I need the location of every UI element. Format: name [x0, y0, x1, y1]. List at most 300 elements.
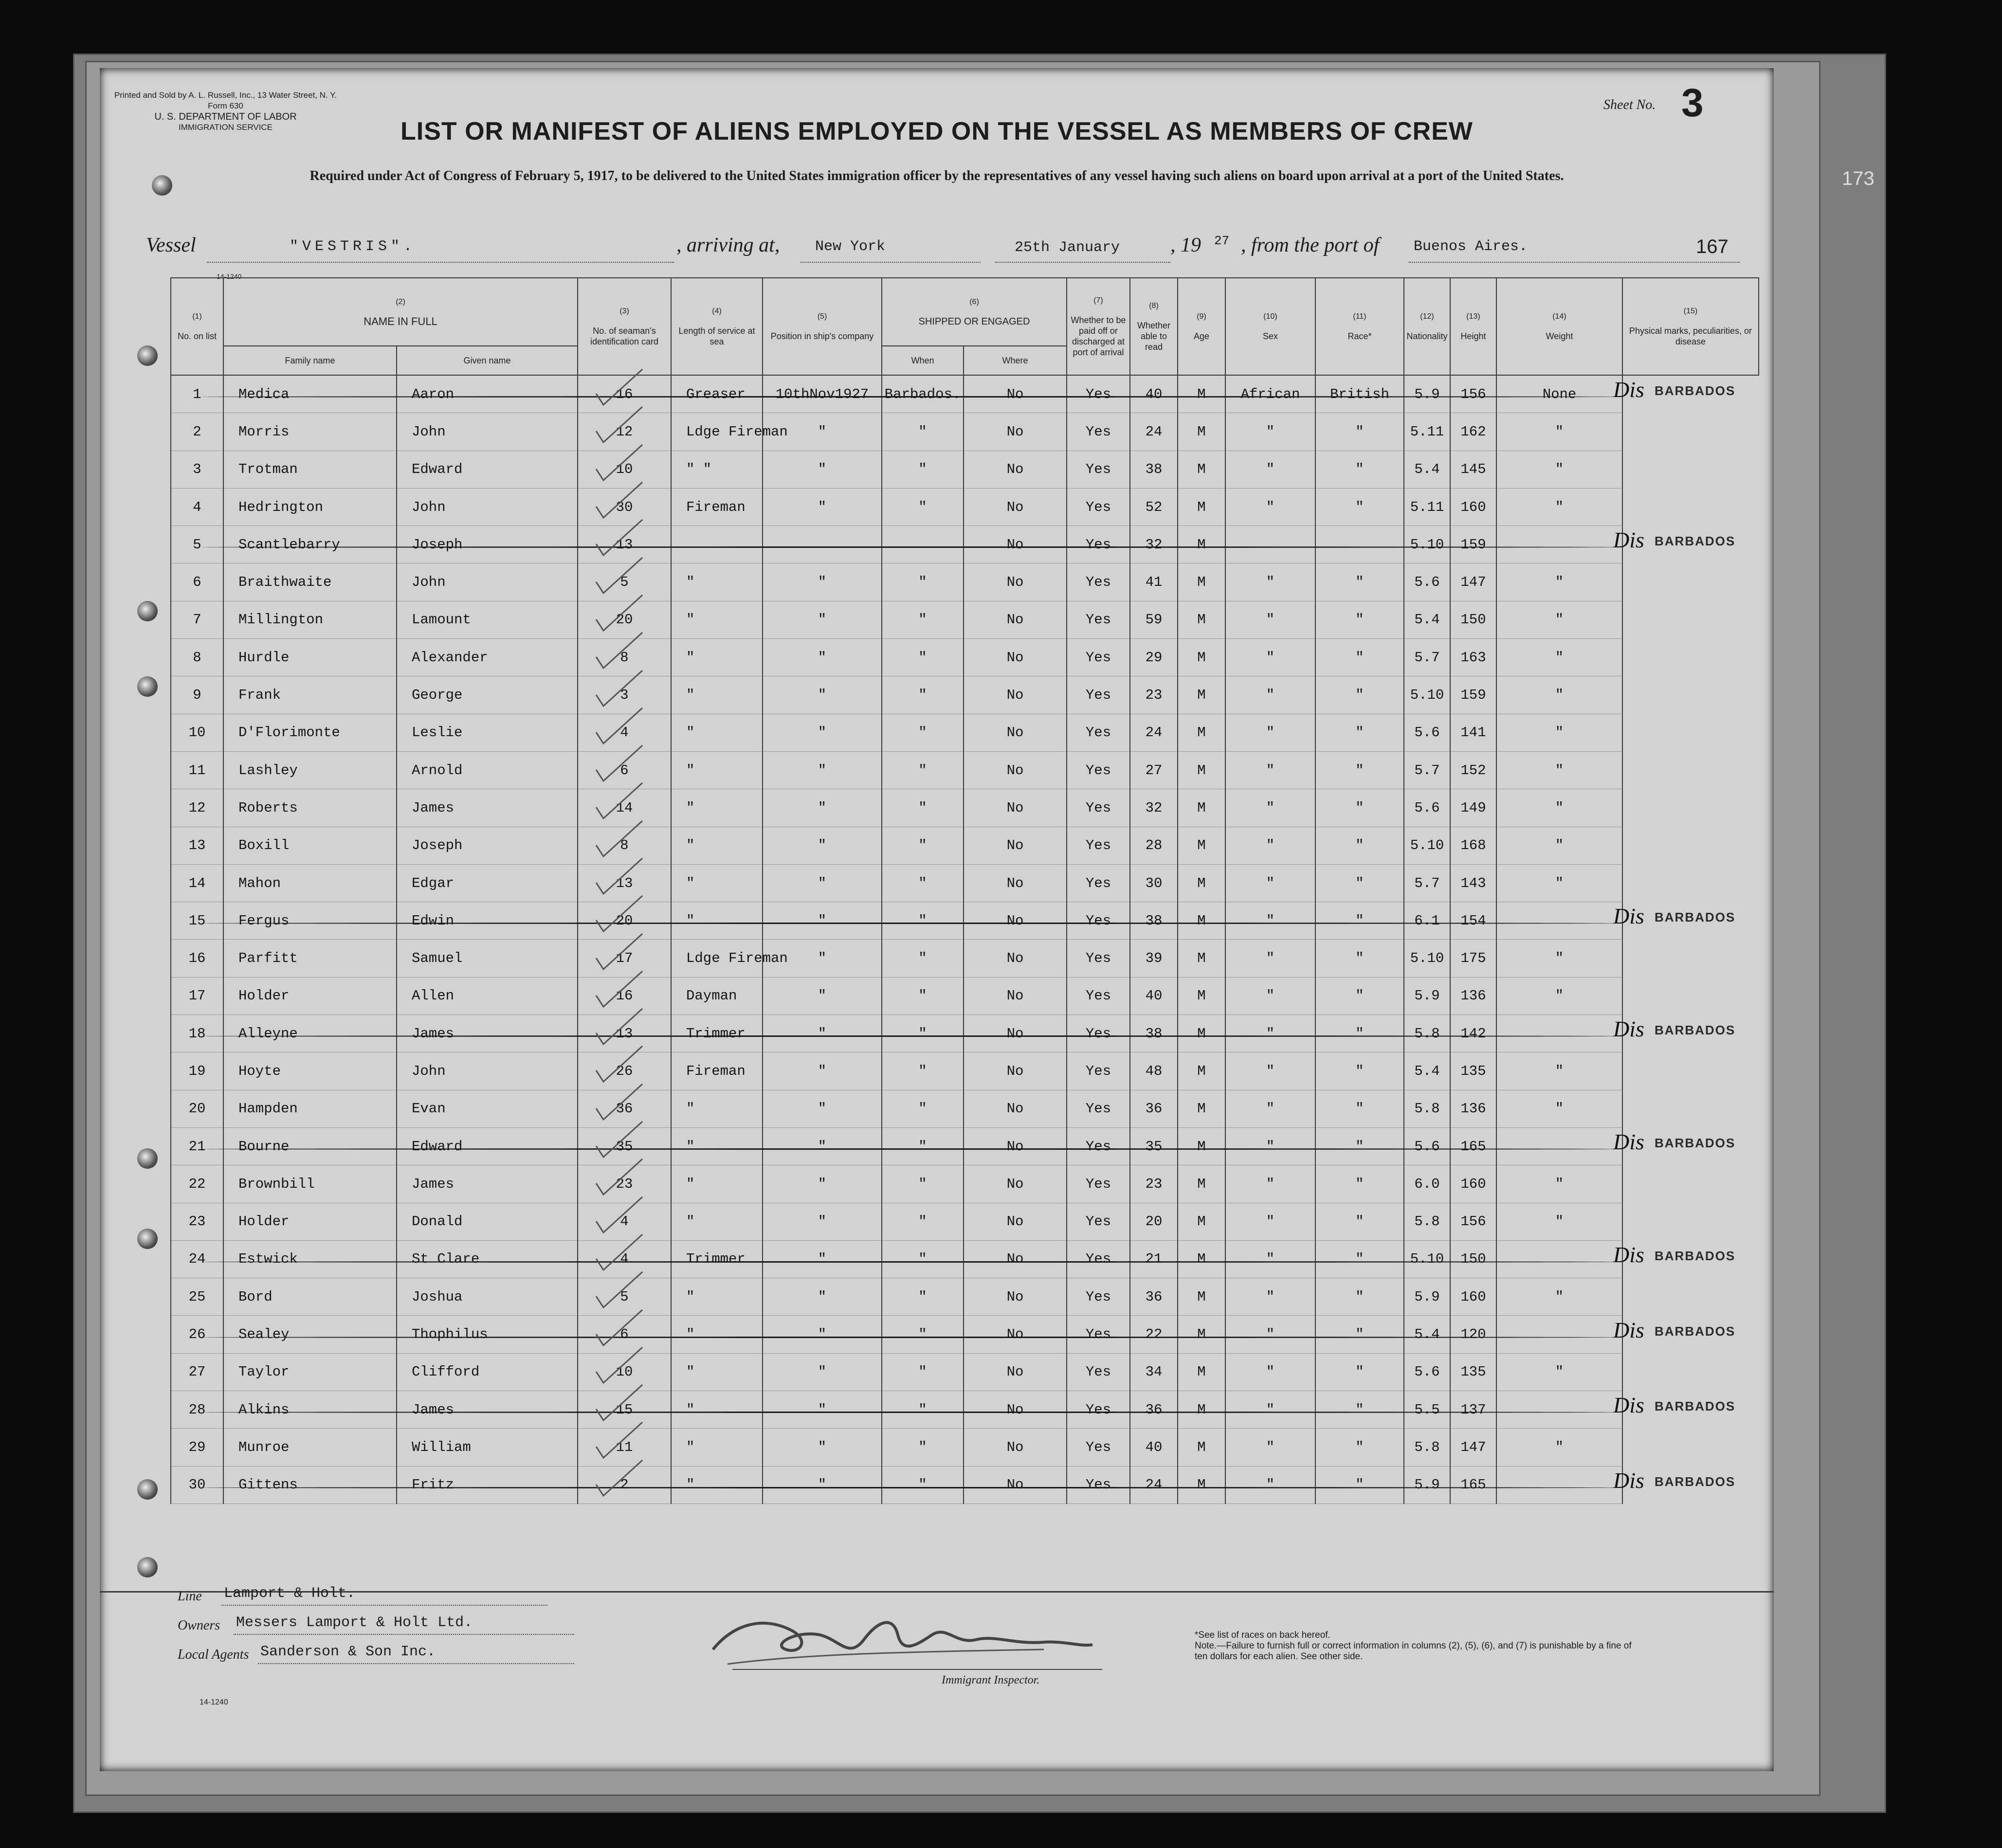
- position-cell: ": [671, 1165, 763, 1203]
- shipped-when-cell: ": [763, 864, 882, 902]
- paid-off-cell: No: [964, 601, 1067, 638]
- row-number-cell: 14: [171, 864, 223, 902]
- nationality-cell: ": [1315, 1015, 1404, 1052]
- weight-cell: 160: [1450, 1165, 1496, 1203]
- crew-table: [170, 277, 1759, 1504]
- race-cell: ": [1225, 676, 1315, 714]
- able-to-read-cell: Yes: [1067, 639, 1130, 676]
- table-row: [171, 1015, 1759, 1052]
- table-row: [171, 488, 1759, 525]
- barbados-stamp: BARBADOS: [1655, 1023, 1736, 1038]
- dis-annotation: Dis: [1613, 377, 1644, 402]
- row-number-cell: 2: [171, 413, 223, 451]
- table-row: [171, 789, 1759, 827]
- family-name-cell: Brownbill: [223, 1165, 397, 1203]
- able-to-read-cell: Yes: [1067, 827, 1130, 864]
- sex-cell: M: [1178, 1240, 1225, 1278]
- family-name-cell: Millington: [223, 601, 397, 638]
- table-row: [171, 864, 1759, 902]
- row-number-cell: 18: [171, 1015, 223, 1052]
- service-name: IMMIGRATION SERVICE: [179, 123, 273, 132]
- sex-cell: M: [1178, 375, 1225, 413]
- row-number-cell: 7: [171, 601, 223, 638]
- nationality-cell: ": [1315, 1353, 1404, 1391]
- row-number-cell: 19: [171, 1052, 223, 1090]
- race-cell: ": [1225, 827, 1315, 864]
- given-name-cell: Allen: [397, 977, 578, 1015]
- printer-line: Printed and Sold by A. L. Russell, Inc., 13 Water Street, N. Y.: [114, 91, 337, 100]
- physical-marks-cell: ": [1496, 827, 1622, 864]
- weight-cell: 150: [1450, 1240, 1496, 1278]
- strike-through-line: [202, 396, 1623, 398]
- able-to-read-cell: Yes: [1067, 1316, 1130, 1353]
- table-row: [171, 375, 1759, 413]
- paid-off-cell: No: [964, 413, 1067, 451]
- physical-marks-cell: ": [1496, 1052, 1622, 1090]
- height-cell: 5.5: [1404, 1391, 1450, 1429]
- manifest-page: [100, 68, 1875, 1771]
- age-cell: 24: [1130, 413, 1178, 451]
- physical-marks-cell: [1496, 1127, 1622, 1165]
- able-to-read-cell: Yes: [1067, 1240, 1130, 1278]
- paid-off-cell: No: [964, 1165, 1067, 1203]
- family-name-cell: Parfitt: [223, 940, 397, 977]
- given-name-cell: James: [397, 1015, 578, 1052]
- shipped-when-cell: ": [763, 451, 882, 488]
- table-row: [171, 1353, 1759, 1391]
- height-cell: 5.9: [1404, 375, 1450, 413]
- position-cell: ": [671, 751, 763, 789]
- race-cell: ": [1225, 977, 1315, 1015]
- table-row: [171, 601, 1759, 638]
- physical-marks-cell: ": [1496, 1090, 1622, 1127]
- binder-hole: [137, 345, 158, 366]
- shipped-when-cell: ": [763, 977, 882, 1015]
- age-cell: 38: [1130, 451, 1178, 488]
- check-mark-icon: [591, 1458, 650, 1502]
- row-number-cell: 28: [171, 1391, 223, 1429]
- physical-marks-cell: ": [1496, 413, 1622, 451]
- position-cell: ": [671, 676, 763, 714]
- weight-cell: 175: [1450, 940, 1496, 977]
- age-cell: 23: [1130, 1165, 1178, 1203]
- binder-hole: [137, 1479, 158, 1500]
- paid-off-cell: No: [964, 1353, 1067, 1391]
- col-header-service: (4) Length of service at sea: [671, 278, 763, 375]
- shipped-where-cell: ": [882, 1052, 964, 1090]
- able-to-read-cell: Yes: [1067, 1052, 1130, 1090]
- position-cell: ": [671, 639, 763, 676]
- table-row: [171, 639, 1759, 676]
- secondary-number: 167: [1696, 236, 1729, 257]
- nationality-cell: ": [1315, 1090, 1404, 1127]
- family-name-cell: Sealey: [223, 1316, 397, 1353]
- row-number-cell: 5: [171, 526, 223, 563]
- barbados-stamp: BARBADOS: [1655, 1323, 1736, 1339]
- service-length-cell: 4: [578, 1240, 671, 1278]
- age-cell: 52: [1130, 488, 1178, 525]
- table-row: [171, 1316, 1759, 1353]
- crew-table-body: [171, 375, 1759, 1504]
- race-cell: African: [1225, 375, 1315, 413]
- able-to-read-cell: Yes: [1067, 1429, 1130, 1466]
- given-name-cell: John: [397, 488, 578, 525]
- race-cell: [1225, 526, 1315, 563]
- position-cell: ": [671, 601, 763, 638]
- paid-off-cell: No: [964, 751, 1067, 789]
- nationality-cell: ": [1315, 864, 1404, 902]
- sex-cell: M: [1178, 1429, 1225, 1466]
- shipped-when-cell: ": [763, 563, 882, 601]
- arriving-label: , arriving at,: [676, 234, 780, 256]
- service-length-cell: 14: [578, 789, 671, 827]
- race-cell: ": [1225, 563, 1315, 601]
- physical-marks-cell: ": [1496, 601, 1622, 638]
- nationality-cell: ": [1315, 488, 1404, 525]
- able-to-read-cell: Yes: [1067, 1090, 1130, 1127]
- barbados-stamp: BARBADOS: [1655, 1248, 1736, 1263]
- position-cell: ": [671, 789, 763, 827]
- position-cell: [671, 526, 763, 563]
- given-name-cell: Samuel: [397, 940, 578, 977]
- arrival-port: New York: [815, 238, 886, 255]
- race-cell: ": [1225, 1316, 1315, 1353]
- nationality-cell: ": [1315, 902, 1404, 940]
- height-cell: 5.7: [1404, 639, 1450, 676]
- shipped-when-cell: ": [763, 1316, 882, 1353]
- age-cell: 21: [1130, 1240, 1178, 1278]
- weight-cell: 160: [1450, 1278, 1496, 1316]
- family-name-cell: Morris: [223, 413, 397, 451]
- paid-off-cell: No: [964, 1316, 1067, 1353]
- position-cell: Trimmer: [671, 1240, 763, 1278]
- shipped-where-cell: ": [882, 751, 964, 789]
- nationality-cell: ": [1315, 413, 1404, 451]
- able-to-read-cell: Yes: [1067, 1353, 1130, 1391]
- family-name-cell: Scantlebarry: [223, 526, 397, 563]
- binder-hole: [137, 1229, 158, 1249]
- able-to-read-cell: Yes: [1067, 940, 1130, 977]
- shipped-when-cell: ": [763, 1353, 882, 1391]
- height-cell: 5.4: [1404, 1052, 1450, 1090]
- barbados-stamp: BARBADOS: [1655, 910, 1736, 925]
- table-row: [171, 1391, 1759, 1429]
- service-length-cell: 10: [578, 451, 671, 488]
- physical-marks-cell: ": [1496, 1203, 1622, 1240]
- shipped-where-cell: ": [882, 488, 964, 525]
- race-cell: ": [1225, 601, 1315, 638]
- shipped-where-cell: ": [882, 601, 964, 638]
- physical-marks-cell: ": [1496, 1278, 1622, 1316]
- able-to-read-cell: Yes: [1067, 488, 1130, 525]
- service-length-cell: 16: [578, 977, 671, 1015]
- sex-cell: M: [1178, 1015, 1225, 1052]
- height-cell: 6.0: [1404, 1165, 1450, 1203]
- shipped-where-cell: ": [882, 1165, 964, 1203]
- position-cell: ": [671, 1466, 763, 1504]
- able-to-read-cell: Yes: [1067, 1278, 1130, 1316]
- race-cell: ": [1225, 714, 1315, 751]
- col-header-no: (1) No. on list: [171, 278, 223, 375]
- arrival-year: 27: [1214, 234, 1230, 248]
- age-cell: 41: [1130, 563, 1178, 601]
- position-cell: Ldge Fireman: [671, 940, 763, 977]
- weight-cell: 143: [1450, 864, 1496, 902]
- able-to-read-cell: Yes: [1067, 977, 1130, 1015]
- height-cell: 5.8: [1404, 1090, 1450, 1127]
- row-number-cell: 29: [171, 1429, 223, 1466]
- family-name-cell: Bord: [223, 1278, 397, 1316]
- row-number-cell: 10: [171, 714, 223, 751]
- form-number: Form 630: [208, 101, 243, 110]
- weight-cell: 145: [1450, 451, 1496, 488]
- weight-cell: 168: [1450, 827, 1496, 864]
- given-name-cell: Clifford: [397, 1353, 578, 1391]
- weight-cell: 147: [1450, 1429, 1496, 1466]
- weight-cell: 137: [1450, 1391, 1496, 1429]
- shipped-where-cell: ": [882, 676, 964, 714]
- shipped-where-cell: ": [882, 1278, 964, 1316]
- col-header-name: (2) NAME IN FULL: [223, 278, 578, 346]
- barbados-stamp: BARBADOS: [1655, 1399, 1736, 1414]
- shipped-when-cell: ": [763, 413, 882, 451]
- service-length-cell: 13: [578, 864, 671, 902]
- sheet-number-label: Sheet No.: [1603, 97, 1656, 112]
- shipped-where-cell: ": [882, 1127, 964, 1165]
- given-name-cell: Fritz: [397, 1466, 578, 1504]
- given-name-cell: John: [397, 1052, 578, 1090]
- row-number-cell: 24: [171, 1240, 223, 1278]
- vessel-label: Vessel: [146, 234, 196, 256]
- given-name-cell: St Clare: [397, 1240, 578, 1278]
- age-cell: 39: [1130, 940, 1178, 977]
- able-to-read-cell: Yes: [1067, 563, 1130, 601]
- race-cell: ": [1225, 1090, 1315, 1127]
- inspector-label: Immigrant Inspector.: [942, 1674, 1040, 1686]
- weight-cell: 159: [1450, 526, 1496, 563]
- shipped-where-cell: ": [882, 902, 964, 940]
- agents-label: Local Agents: [178, 1647, 249, 1662]
- age-cell: 34: [1130, 1353, 1178, 1391]
- service-length-cell: 5: [578, 563, 671, 601]
- age-cell: 59: [1130, 601, 1178, 638]
- shipped-when-cell: ": [763, 1015, 882, 1052]
- nationality-cell: ": [1315, 1391, 1404, 1429]
- able-to-read-cell: Yes: [1067, 1015, 1130, 1052]
- sex-cell: M: [1178, 902, 1225, 940]
- row-number-cell: 13: [171, 827, 223, 864]
- row-number-cell: 4: [171, 488, 223, 525]
- race-cell: ": [1225, 751, 1315, 789]
- position-cell: ": [671, 1203, 763, 1240]
- given-name-cell: John: [397, 413, 578, 451]
- shipped-when-cell: ": [763, 1391, 882, 1429]
- sex-cell: M: [1178, 1466, 1225, 1504]
- race-cell: ": [1225, 789, 1315, 827]
- age-cell: 24: [1130, 1466, 1178, 1504]
- sex-cell: M: [1178, 977, 1225, 1015]
- age-cell: 27: [1130, 751, 1178, 789]
- row-number-cell: 1: [171, 375, 223, 413]
- nationality-cell: ": [1315, 563, 1404, 601]
- height-cell: 5.10: [1404, 827, 1450, 864]
- row-number-cell: 30: [171, 1466, 223, 1504]
- able-to-read-cell: Yes: [1067, 902, 1130, 940]
- given-name-cell: Edward: [397, 1127, 578, 1165]
- dis-annotation: Dis: [1613, 1393, 1644, 1418]
- shipped-where-cell: ": [882, 563, 964, 601]
- nationality-cell: ": [1315, 676, 1404, 714]
- binder-hole: [137, 601, 158, 621]
- sex-cell: M: [1178, 1127, 1225, 1165]
- physical-marks-cell: [1496, 1466, 1622, 1504]
- able-to-read-cell: Yes: [1067, 451, 1130, 488]
- physical-marks-cell: ": [1496, 1353, 1622, 1391]
- sex-cell: M: [1178, 451, 1225, 488]
- service-length-cell: 6: [578, 1316, 671, 1353]
- binder-hole: [137, 1557, 158, 1577]
- shipped-when-cell: ": [763, 1127, 882, 1165]
- position-cell: ": [671, 1429, 763, 1466]
- nationality-cell: ": [1315, 639, 1404, 676]
- service-length-cell: 11: [578, 1429, 671, 1466]
- position-cell: ": [671, 902, 763, 940]
- race-cell: ": [1225, 902, 1315, 940]
- height-cell: 5.9: [1404, 977, 1450, 1015]
- col-header-race: (11) Race*: [1315, 278, 1404, 375]
- table-row: [171, 526, 1759, 563]
- vessel-name: "VESTRIS".: [290, 238, 417, 255]
- physical-marks-cell: ": [1496, 977, 1622, 1015]
- nationality-cell: ": [1315, 1278, 1404, 1316]
- table-row: [171, 1127, 1759, 1165]
- physical-marks-cell: ": [1496, 789, 1622, 827]
- given-name-cell: James: [397, 789, 578, 827]
- able-to-read-cell: Yes: [1067, 864, 1130, 902]
- height-cell: 5.11: [1404, 488, 1450, 525]
- races-note: *See list of races on back hereof.: [1195, 1630, 1330, 1640]
- shipped-when-cell: ": [763, 1240, 882, 1278]
- footer-form-code: 14-1240: [200, 1698, 228, 1706]
- table-row: [171, 902, 1759, 940]
- given-name-cell: Leslie: [397, 714, 578, 751]
- shipped-when-cell: ": [763, 1052, 882, 1090]
- line-value: Lamport & Holt.: [224, 1585, 356, 1602]
- shipped-when-cell: ": [763, 1278, 882, 1316]
- position-cell: Dayman: [671, 977, 763, 1015]
- race-cell: ": [1225, 1278, 1315, 1316]
- given-name-cell: James: [397, 1391, 578, 1429]
- family-name-cell: Munroe: [223, 1429, 397, 1466]
- shipped-where-cell: ": [882, 1203, 964, 1240]
- given-name-cell: Alexander: [397, 639, 578, 676]
- position-cell: ": [671, 1127, 763, 1165]
- given-name-cell: Lamount: [397, 601, 578, 638]
- page-number: 173: [1842, 168, 1875, 189]
- paid-off-cell: No: [964, 676, 1067, 714]
- paid-off-cell: No: [964, 1240, 1067, 1278]
- race-cell: ": [1225, 413, 1315, 451]
- family-name-cell: Hampden: [223, 1090, 397, 1127]
- height-cell: 5.7: [1404, 864, 1450, 902]
- service-length-cell: 20: [578, 902, 671, 940]
- family-name-cell: Alkins: [223, 1391, 397, 1429]
- physical-marks-cell: ": [1496, 488, 1622, 525]
- family-name-cell: Lashley: [223, 751, 397, 789]
- shipped-where-cell: ": [882, 977, 964, 1015]
- shipped-where-cell: ": [882, 451, 964, 488]
- height-cell: 5.10: [1404, 1240, 1450, 1278]
- given-name-cell: Joseph: [397, 526, 578, 563]
- weight-cell: 154: [1450, 902, 1496, 940]
- sex-cell: M: [1178, 1353, 1225, 1391]
- given-name-cell: Donald: [397, 1203, 578, 1240]
- table-row: [171, 977, 1759, 1015]
- paid-off-cell: No: [964, 1052, 1067, 1090]
- family-name-cell: Boxill: [223, 827, 397, 864]
- physical-marks-cell: [1496, 526, 1622, 563]
- paid-off-cell: No: [964, 375, 1067, 413]
- sex-cell: M: [1178, 751, 1225, 789]
- race-cell: ": [1225, 1466, 1315, 1504]
- sex-cell: M: [1178, 563, 1225, 601]
- row-number-cell: 22: [171, 1165, 223, 1203]
- age-cell: 35: [1130, 1127, 1178, 1165]
- row-number-cell: 11: [171, 751, 223, 789]
- shipped-when-cell: ": [763, 902, 882, 940]
- age-cell: 48: [1130, 1052, 1178, 1090]
- col-header-where: Where: [964, 346, 1067, 375]
- race-cell: ": [1225, 940, 1315, 977]
- paid-off-cell: No: [964, 1127, 1067, 1165]
- line-label: Line: [178, 1589, 202, 1604]
- family-name-cell: Roberts: [223, 789, 397, 827]
- able-to-read-cell: Yes: [1067, 375, 1130, 413]
- position-cell: ": [671, 827, 763, 864]
- paid-off-cell: No: [964, 526, 1067, 563]
- sex-cell: M: [1178, 601, 1225, 638]
- able-to-read-cell: Yes: [1067, 526, 1130, 563]
- sex-cell: M: [1178, 1090, 1225, 1127]
- physical-marks-cell: ": [1496, 1165, 1622, 1203]
- table-row: [171, 413, 1759, 451]
- shipped-when-cell: ": [763, 751, 882, 789]
- table-row: [171, 676, 1759, 714]
- service-length-cell: 8: [578, 827, 671, 864]
- shipped-when-cell: ": [763, 827, 882, 864]
- family-name-cell: Mahon: [223, 864, 397, 902]
- binder-hole: [137, 676, 158, 697]
- family-name-cell: Fergus: [223, 902, 397, 940]
- table-row: [171, 1165, 1759, 1203]
- height-cell: 5.10: [1404, 526, 1450, 563]
- weight-cell: 165: [1450, 1127, 1496, 1165]
- weight-cell: 159: [1450, 676, 1496, 714]
- race-cell: ": [1225, 488, 1315, 525]
- paid-off-cell: No: [964, 1203, 1067, 1240]
- position-cell: ": [671, 714, 763, 751]
- service-length-cell: 12: [578, 413, 671, 451]
- row-number-cell: 3: [171, 451, 223, 488]
- paid-off-cell: No: [964, 864, 1067, 902]
- weight-cell: 152: [1450, 751, 1496, 789]
- height-cell: 5.4: [1404, 1316, 1450, 1353]
- col-header-position: (5) Position in ship's company: [763, 278, 882, 375]
- paid-off-cell: No: [964, 1391, 1067, 1429]
- weight-cell: 149: [1450, 789, 1496, 827]
- paid-off-cell: No: [964, 789, 1067, 827]
- physical-marks-cell: ": [1496, 1429, 1622, 1466]
